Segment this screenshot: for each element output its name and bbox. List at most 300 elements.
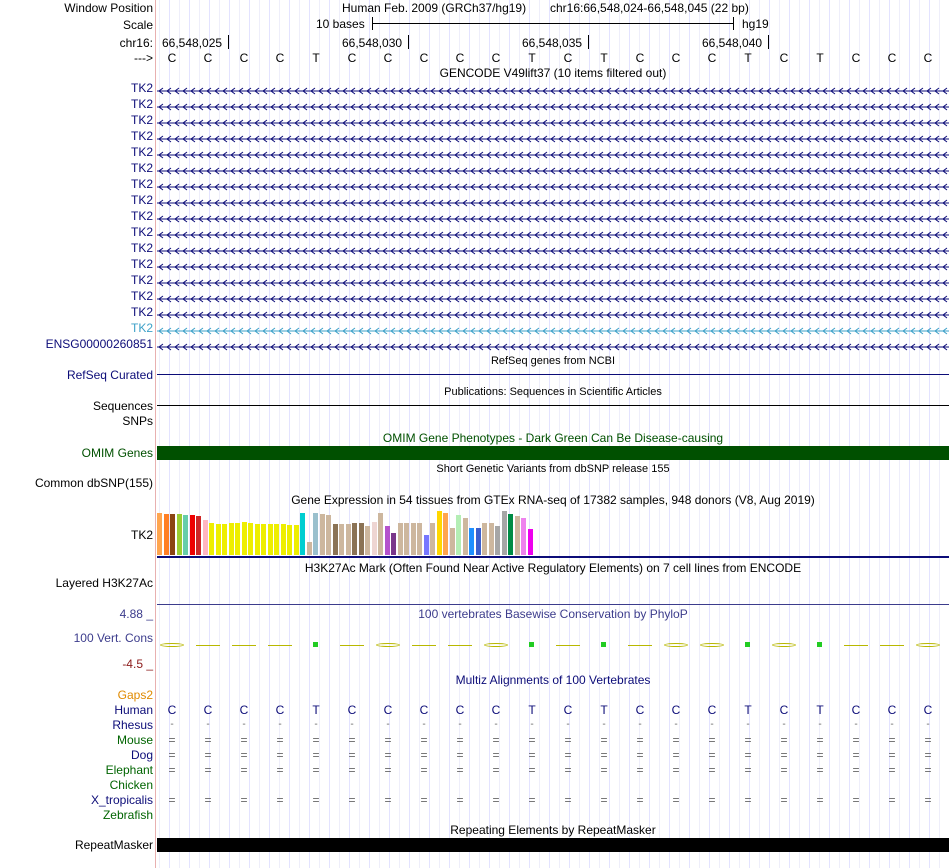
gencode-gene-label[interactable]: TK2 (130, 145, 153, 159)
gtex-tissue-bar[interactable] (528, 529, 533, 555)
multiz-track-title: Multiz Alignments of 100 Vertebrates (455, 673, 651, 687)
species-label[interactable]: Dog (130, 748, 153, 762)
phylop-score-mark[interactable] (700, 643, 724, 647)
gtex-label[interactable]: TK2 (130, 528, 153, 542)
alignment-char: = (636, 733, 644, 747)
publications-line[interactable] (157, 405, 949, 406)
sequence-base: C (671, 51, 681, 65)
phylop-score-mark[interactable] (268, 645, 292, 646)
alignment-char: = (312, 748, 320, 762)
phylop-score-mark[interactable] (196, 645, 220, 646)
alignment-char: - (530, 719, 534, 730)
alignment-char: = (636, 763, 644, 777)
phylop-track-title: 100 vertebrates Basewise Conservation by PhyloP (418, 607, 688, 621)
repeatmasker-label[interactable]: RepeatMasker (74, 838, 153, 852)
alignment-char: T (744, 703, 752, 717)
gtex-tissue-bar[interactable] (255, 524, 260, 555)
alignment-char: = (204, 748, 212, 762)
gtex-tissue-bar[interactable] (365, 526, 370, 555)
gtex-tissue-bar[interactable] (450, 528, 455, 555)
gencode-gene-label[interactable]: TK2 (130, 177, 153, 191)
gtex-tissue-bar[interactable] (229, 523, 234, 555)
scale-bar (372, 23, 734, 24)
gencode-gene-label[interactable]: TK2 (130, 321, 153, 335)
alignment-char: = (816, 733, 824, 747)
alignment-char: = (420, 748, 428, 762)
phylop-score-mark[interactable] (817, 642, 822, 647)
window-position-label: Window Position (64, 1, 153, 15)
phylop-max-label: 4.88 _ (119, 607, 153, 621)
gencode-gene-label[interactable]: ENSG00000260851 (45, 337, 153, 351)
publications-track-title: Publications: Sequences in Scientific Articles (444, 386, 662, 398)
alignment-char: C (383, 703, 393, 717)
alignment-char: = (924, 763, 932, 777)
alignment-char: - (638, 719, 642, 730)
alignment-char: = (744, 793, 752, 807)
omim-track-title: OMIM Gene Phenotypes - Dark Green Can Be Disease-causing (382, 431, 724, 445)
species-label[interactable]: Chicken (109, 778, 153, 792)
sequence-base: C (887, 51, 897, 65)
alignment-char: C (707, 703, 717, 717)
gtex-baseline (157, 556, 949, 558)
alignment-char: - (170, 719, 174, 730)
alignment-char: = (384, 733, 392, 747)
omim-label[interactable]: OMIM Genes (81, 446, 153, 460)
ruler-tick-mark-3 (588, 35, 589, 49)
gtex-tissue-bar[interactable] (424, 535, 429, 555)
gtex-tissue-bar[interactable] (482, 523, 487, 555)
gtex-tissue-bar[interactable] (261, 524, 266, 555)
alignment-char: = (168, 733, 176, 747)
alignment-char: = (600, 748, 608, 762)
species-label[interactable]: Rhesus (112, 718, 153, 732)
ruler-tick-1: 66,548,025 (162, 36, 223, 50)
gtex-tissue-bar[interactable] (417, 523, 422, 555)
gtex-tissue-bar[interactable] (352, 523, 357, 555)
sequence-base: C (383, 51, 393, 65)
alignment-char: - (782, 719, 786, 730)
gtex-tissue-bar[interactable] (359, 523, 364, 555)
alignment-char: = (276, 733, 284, 747)
alignment-char: = (348, 793, 356, 807)
sequence-base: C (347, 51, 357, 65)
alignment-char: = (204, 793, 212, 807)
alignment-char: = (276, 793, 284, 807)
gencode-transcript-line[interactable] (157, 292, 949, 300)
sequence-base: C (239, 51, 249, 65)
phylop-score-mark[interactable] (529, 642, 534, 647)
gencode-gene-label[interactable]: TK2 (130, 129, 153, 143)
gtex-tissue-bar[interactable] (235, 523, 240, 555)
alignment-char: = (924, 733, 932, 747)
alignment-char: = (384, 748, 392, 762)
ruler-tick-mark-2 (408, 35, 409, 49)
alignment-char: = (852, 793, 860, 807)
refseq-track-title: RefSeq genes from NCBI (490, 355, 616, 367)
gtex-tissue-bar[interactable] (463, 518, 468, 555)
gtex-tissue-bar[interactable] (287, 525, 292, 555)
scale-label: Scale (122, 18, 153, 32)
gtex-tissue-bar[interactable] (274, 524, 279, 555)
assembly-text: Human Feb. 2009 (GRCh37/hg19) (342, 1, 527, 15)
gtex-tissue-bar[interactable] (476, 528, 481, 555)
phylop-label[interactable]: 100 Vert. Cons (73, 631, 153, 645)
alignment-char: = (312, 763, 320, 777)
gencode-transcript-line[interactable] (157, 212, 949, 220)
alignment-char: = (780, 733, 788, 747)
gencode-transcript-line[interactable] (157, 228, 949, 236)
gtex-tissue-bar[interactable] (196, 516, 201, 555)
sequence-base: C (167, 51, 177, 65)
gencode-track-title: GENCODE V49lift37 (10 items filtered out) (439, 66, 667, 80)
species-label[interactable]: Mouse (116, 733, 153, 747)
scale-text: 10 bases (316, 17, 365, 31)
alignment-char: C (239, 703, 249, 717)
alignment-char: C (671, 703, 681, 717)
alignment-char: = (528, 748, 536, 762)
sequence-base: C (923, 51, 933, 65)
phylop-score-mark[interactable] (232, 645, 256, 646)
alignment-char: - (746, 719, 750, 730)
gencode-transcript-line[interactable] (157, 164, 949, 172)
gtex-tissue-bar[interactable] (222, 524, 227, 555)
gtex-tissue-bar[interactable] (398, 523, 403, 555)
sequence-base: C (635, 51, 645, 65)
gtex-tissue-bar[interactable] (521, 518, 526, 555)
alignment-char: = (420, 733, 428, 747)
alignment-char: = (240, 763, 248, 777)
gencode-transcript-line[interactable] (157, 116, 949, 124)
gtex-tissue-bar[interactable] (203, 520, 208, 555)
gaps-label[interactable]: Gaps2 (117, 688, 153, 702)
gencode-transcript-line[interactable] (157, 340, 949, 348)
gtex-tissue-bar[interactable] (164, 514, 169, 555)
gtex-tissue-bar[interactable] (489, 523, 494, 555)
alignment-char: = (492, 748, 500, 762)
phylop-score-mark[interactable] (772, 643, 796, 647)
alignment-char: = (888, 763, 896, 777)
alignment-char: = (672, 793, 680, 807)
gtex-tissue-bar[interactable] (495, 526, 500, 555)
sequence-base: T (744, 51, 752, 65)
alignment-char: = (348, 763, 356, 777)
gencode-transcript-line[interactable] (157, 308, 949, 316)
species-label[interactable]: Zebrafish (102, 808, 153, 822)
alignment-char: = (600, 733, 608, 747)
gtex-tissue-bar[interactable] (378, 513, 383, 555)
gencode-transcript-line[interactable] (157, 196, 949, 204)
ruler-tick-mark-1 (228, 35, 229, 49)
gencode-gene-label[interactable]: TK2 (130, 257, 153, 271)
publications-label[interactable]: Sequences (92, 399, 153, 413)
gtex-tissue-bar[interactable] (170, 514, 175, 555)
alignment-char: = (636, 748, 644, 762)
sequence-base: T (816, 51, 824, 65)
phylop-score-mark[interactable] (664, 643, 688, 647)
alignment-char: = (528, 733, 536, 747)
gtex-tissue-bar[interactable] (515, 516, 520, 555)
sequence-base: T (528, 51, 536, 65)
gencode-transcript-line[interactable] (157, 260, 949, 268)
alignment-char: - (818, 719, 822, 730)
alignment-char: = (240, 793, 248, 807)
alignment-char: = (672, 748, 680, 762)
alignment-char: - (710, 719, 714, 730)
gtex-tissue-bar[interactable] (157, 513, 162, 555)
alignment-char: = (888, 748, 896, 762)
sequence-base: C (455, 51, 465, 65)
phylop-score-mark[interactable] (340, 645, 364, 646)
alignment-char: C (635, 703, 645, 717)
gencode-gene-label[interactable]: TK2 (130, 305, 153, 319)
alignment-char: = (456, 763, 464, 777)
gencode-gene-label[interactable]: TK2 (130, 241, 153, 255)
alignment-char: C (455, 703, 465, 717)
phylop-score-mark[interactable] (376, 643, 400, 647)
phylop-score-mark[interactable] (844, 645, 868, 646)
alignment-char: = (816, 748, 824, 762)
alignment-char: = (564, 763, 572, 777)
sequence-base: C (563, 51, 573, 65)
alignment-char: T (312, 703, 320, 717)
alignment-char: T (528, 703, 536, 717)
refseq-label[interactable]: RefSeq Curated (66, 368, 153, 382)
phylop-score-mark[interactable] (880, 645, 904, 646)
phylop-score-mark[interactable] (745, 642, 750, 647)
gencode-gene-label[interactable]: TK2 (130, 225, 153, 239)
alignment-char: C (851, 703, 861, 717)
gtex-tissue-bar[interactable] (313, 513, 318, 555)
sequence-base: C (419, 51, 429, 65)
h3k27ac-baseline (157, 604, 949, 605)
phylop-score-mark[interactable] (160, 643, 184, 647)
alignment-char: = (888, 733, 896, 747)
omim-gene-bar[interactable] (157, 446, 949, 460)
gencode-gene-label[interactable]: TK2 (130, 273, 153, 287)
gtex-tissue-bar[interactable] (502, 511, 507, 555)
phylop-score-mark[interactable] (916, 643, 940, 647)
gtex-tissue-bar[interactable] (242, 522, 247, 555)
gtex-tissue-bar[interactable] (339, 524, 344, 555)
gencode-transcript-line[interactable] (157, 100, 949, 108)
sequence-base: T (600, 51, 608, 65)
repeatmasker-bar[interactable] (157, 838, 949, 852)
gtex-tissue-bar[interactable] (209, 523, 214, 555)
gencode-gene-label[interactable]: TK2 (130, 289, 153, 303)
alignment-char: = (492, 793, 500, 807)
scale-bar-left-tick (372, 17, 373, 30)
phylop-score-mark[interactable] (556, 645, 580, 646)
alignment-char: - (602, 719, 606, 730)
sequence-base: T (312, 51, 320, 65)
alignment-char: = (636, 793, 644, 807)
alignment-char: - (314, 719, 318, 730)
alignment-char: = (744, 733, 752, 747)
phylop-score-mark[interactable] (313, 642, 318, 647)
gtex-tissue-bar[interactable] (346, 524, 351, 555)
alignment-char: = (240, 733, 248, 747)
alignment-char: = (888, 793, 896, 807)
alignment-char: = (852, 733, 860, 747)
alignment-char: = (708, 793, 716, 807)
gencode-gene-label[interactable]: TK2 (130, 81, 153, 95)
gencode-transcript-line[interactable] (157, 148, 949, 156)
gtex-tissue-bar[interactable] (456, 515, 461, 555)
gtex-track-title: Gene Expression in 54 tissues from GTEx RNA-seq of 17382 samples, 948 donors (V8, Aug 2019) (291, 493, 815, 507)
gtex-tissue-bar[interactable] (326, 515, 331, 555)
alignment-char: = (708, 733, 716, 747)
alignment-char: = (456, 793, 464, 807)
alignment-char: = (204, 763, 212, 777)
gtex-tissue-bar[interactable] (469, 528, 474, 555)
sequence-base: C (851, 51, 861, 65)
species-label[interactable]: X_tropicalis (90, 793, 153, 807)
alignment-char: - (458, 719, 462, 730)
phylop-score-mark[interactable] (484, 643, 508, 647)
dbsnp-label[interactable]: Common dbSNP(155) (34, 476, 153, 490)
alignment-char: = (852, 748, 860, 762)
alignment-char: = (564, 748, 572, 762)
ruler-tick-3: 66,548,035 (522, 36, 583, 50)
alignment-char: = (456, 733, 464, 747)
alignment-char: = (852, 763, 860, 777)
gtex-tissue-bar[interactable] (430, 523, 435, 555)
gtex-tissue-bar[interactable] (183, 515, 188, 555)
sequence-base: C (203, 51, 213, 65)
alignment-char: - (386, 719, 390, 730)
gencode-gene-label[interactable]: TK2 (130, 161, 153, 175)
gtex-tissue-bar[interactable] (248, 523, 253, 555)
sequence-base: C (779, 51, 789, 65)
alignment-char: C (779, 703, 789, 717)
sequence-base: C (491, 51, 501, 65)
dbsnp-track-title: Short Genetic Variants from dbSNP release 155 (436, 463, 670, 475)
alignment-char: = (168, 748, 176, 762)
species-label[interactable]: Elephant (105, 763, 153, 777)
alignment-char: = (564, 793, 572, 807)
gencode-gene-label[interactable]: TK2 (130, 209, 153, 223)
alignment-char: = (168, 763, 176, 777)
gtex-tissue-bar[interactable] (443, 513, 448, 555)
phylop-min-label: -4.5 _ (122, 657, 153, 671)
gencode-transcript-line[interactable] (157, 84, 949, 92)
phylop-score-mark[interactable] (412, 645, 436, 646)
gtex-tissue-bar[interactable] (190, 515, 195, 555)
snps-label[interactable]: SNPs (122, 414, 153, 428)
alignment-char: - (494, 719, 498, 730)
gtex-tissue-bar[interactable] (268, 524, 273, 555)
h3k27ac-label[interactable]: Layered H3K27Ac (55, 576, 153, 590)
chrom-label: chr16: (119, 36, 153, 50)
alignment-char: - (566, 719, 570, 730)
gtex-tissue-bar[interactable] (177, 514, 182, 555)
alignment-char: = (240, 748, 248, 762)
alignment-char: = (600, 793, 608, 807)
alignment-char: = (384, 793, 392, 807)
alignment-char: = (168, 793, 176, 807)
alignment-char: = (348, 733, 356, 747)
gencode-transcript-line[interactable] (157, 180, 949, 188)
gtex-tissue-bar[interactable] (281, 524, 286, 555)
sequence-base: C (275, 51, 285, 65)
gencode-gene-label[interactable]: TK2 (130, 97, 153, 111)
alignment-char: = (600, 763, 608, 777)
alignment-char: = (492, 733, 500, 747)
alignment-char: C (275, 703, 285, 717)
alignment-char: = (924, 793, 932, 807)
alignment-char: = (816, 763, 824, 777)
ruler-tick-2: 66,548,030 (342, 36, 403, 50)
gtex-tissue-bar[interactable] (307, 542, 312, 555)
gtex-tissue-bar[interactable] (372, 522, 377, 555)
alignment-char: - (674, 719, 678, 730)
alignment-char: C (491, 703, 501, 717)
phylop-score-mark[interactable] (628, 645, 652, 646)
alignment-char: = (672, 733, 680, 747)
gtex-tissue-bar[interactable] (216, 524, 221, 555)
alignment-char: T (600, 703, 608, 717)
gtex-tissue-bar[interactable] (294, 525, 299, 555)
gencode-transcript-line[interactable] (157, 132, 949, 140)
alignment-char: = (420, 763, 428, 777)
sequence-base: C (707, 51, 717, 65)
species-label[interactable]: Human (114, 703, 153, 717)
gencode-gene-label[interactable]: TK2 (130, 193, 153, 207)
alignment-char: = (420, 793, 428, 807)
gencode-transcript-line[interactable] (157, 324, 949, 332)
alignment-char: = (384, 763, 392, 777)
gtex-tissue-bar[interactable] (320, 514, 325, 555)
gencode-transcript-line[interactable] (157, 244, 949, 252)
alignment-char: = (744, 763, 752, 777)
h3k27ac-track-title: H3K27Ac Mark (Often Found Near Active Regulatory Elements) on 7 cell lines from ENCODE (304, 561, 802, 575)
alignment-char: - (242, 719, 246, 730)
alignment-char: = (780, 763, 788, 777)
alignment-char: = (492, 763, 500, 777)
ruler-tick-4: 66,548,040 (702, 36, 763, 50)
alignment-char: - (890, 719, 894, 730)
alignment-char: = (276, 748, 284, 762)
gtex-tissue-bar[interactable] (411, 523, 416, 555)
alignment-char: C (887, 703, 897, 717)
gtex-tissue-bar[interactable] (437, 511, 442, 555)
gtex-tissue-bar[interactable] (333, 524, 338, 555)
alignment-char: - (422, 719, 426, 730)
alignment-char: = (672, 763, 680, 777)
alignment-char: = (312, 733, 320, 747)
gencode-transcript-line[interactable] (157, 276, 949, 284)
alignment-char: - (350, 719, 354, 730)
gtex-tissue-bar[interactable] (404, 523, 409, 555)
scale-bar-right-tick (733, 17, 734, 30)
gtex-tissue-bar[interactable] (300, 513, 305, 555)
alignment-char: = (528, 763, 536, 777)
gtex-tissue-bar[interactable] (508, 514, 513, 555)
alignment-char: C (419, 703, 429, 717)
alignment-char: C (563, 703, 573, 717)
gencode-gene-label[interactable]: TK2 (130, 113, 153, 127)
alignment-char: C (203, 703, 213, 717)
alignment-char: - (854, 719, 858, 730)
gtex-tissue-bar[interactable] (385, 526, 390, 555)
gtex-tissue-bar[interactable] (391, 533, 396, 555)
refseq-gene-line[interactable] (157, 374, 949, 375)
alignment-char: = (744, 748, 752, 762)
alignment-char: = (204, 733, 212, 747)
alignment-char: C (923, 703, 933, 717)
phylop-score-mark[interactable] (448, 645, 472, 646)
phylop-score-mark[interactable] (601, 642, 606, 647)
